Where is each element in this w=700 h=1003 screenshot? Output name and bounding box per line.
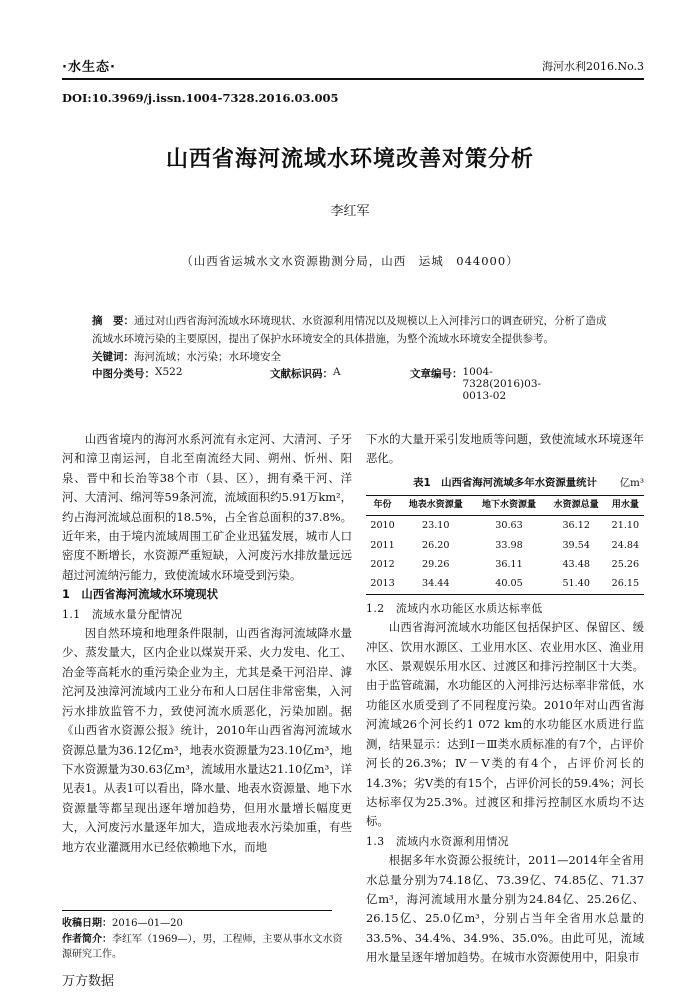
clc-value: X522: [155, 366, 183, 378]
received-value: 2016—01—20: [112, 918, 183, 929]
table-cell: 24.84: [611, 539, 640, 551]
paragraph-1-3: 根据多年水资源公报统计，2011—2014年全省用水总量分别为74.18亿、73.39亿、74.85亿、71.37亿m³，海河流域用水量分别为24.84亿、25.26亿、26.15亿、25.0亿m³，分别占当年全省用水总量的33.5%、34.4%、34.9%、35.0%。由此可见，流域用水量呈逐年增加趋势。在城市水资源使用中，阳泉市: [366, 853, 644, 965]
clc-code: [92, 366, 183, 381]
abstract-label: 摘 要：: [92, 315, 134, 327]
water-resources-table: [366, 495, 644, 595]
table-row: [366, 536, 644, 555]
table-title: 表1 山西省海河流域多年水资源量统计: [413, 476, 597, 489]
article-title: 山西省海河流域水环境改善对策分析: [165, 147, 534, 172]
table-header-row: [366, 495, 644, 515]
table-cell: 40.05: [472, 574, 545, 594]
table-cell: 33.98: [495, 539, 523, 551]
right-column: [366, 430, 644, 968]
received-label: 收稿日期：: [62, 918, 112, 929]
author-bio-label: 作者简介：: [62, 934, 112, 945]
affiliation: （山西省运城水文水资源勘测分局，山西 运城 044000）: [181, 254, 519, 268]
doccode-label: 文献标识码：: [270, 368, 333, 380]
journal-issue: 海河水利2016.No.3: [541, 60, 644, 73]
left-column: [62, 430, 352, 857]
table-cell: 29.26: [422, 559, 450, 571]
table-cell: 2012: [370, 559, 395, 571]
clc-label: 中图分类号：: [92, 368, 155, 380]
article-number: [410, 366, 542, 402]
abstract-block: [92, 312, 612, 366]
keywords-line: [92, 348, 612, 366]
table-cell: 26.20: [422, 539, 450, 551]
paragraph-1-1: 因自然环境和地理条件限制，山西省海河流域降水量少、蒸发量大，区内企业以煤炭开采、火力发电、化工、冶金等高耗水的重污染企业为主，尤其是桑干河沿岸、滹沱河及浊漳河流域内工业分布和人口居住非常密集，入河污水排放监管不力，致使河流水质恶化，污染加剧。据《山西省水资源公报》统计，2010年山西省海河流域水资源总量为36.12亿m³，地表水资源量为23.10亿m³，地下水资源量为30.63亿m³，流域用水量达21.10亿m³，详见表1。从表1可以看出，降水量、地表水资源量、地下水资源量等都呈现出逐年增加趋势，但用水量增长幅度更大，入河废污水量逐年加大，造成地表水污染加重，有些地方农业灌溉用水已经依赖地下水，而地: [62, 626, 352, 854]
table-cell: 36.12: [562, 520, 590, 532]
table-cell: 36.11: [495, 559, 523, 571]
watermark-text: 万方数据: [62, 974, 115, 989]
table-row: [366, 555, 644, 574]
table-cell: 39.54: [562, 539, 590, 551]
table-caption: [366, 473, 644, 493]
section-heading-1: 1 山西省海河流域水环境现状: [62, 587, 219, 602]
abstract-paragraph: [92, 312, 612, 348]
table-header-cell: 年份: [366, 495, 399, 515]
article-no-label: 文章编号：: [410, 368, 463, 380]
table-cell: 2010: [370, 520, 395, 532]
table-cell: 25.26: [611, 559, 640, 571]
table-row: [366, 574, 644, 594]
table-cell: 43.48: [562, 559, 590, 571]
table-cell: 23.10: [422, 520, 450, 532]
document-code: [270, 366, 341, 381]
subsection-heading-1-3: 1.3 流域内水资源利用情况: [366, 834, 509, 848]
section-label: ·水生态·: [62, 60, 116, 75]
table-cell: 2013: [366, 574, 399, 594]
subsection-heading-1-1: 1.1 流域水量分配情况: [62, 607, 183, 621]
paragraph-1-2: 山西省海河流域水功能区包括保护区、保留区、缓冲区、饮用水源区、工业用水区、农业用水区、渔业用水区、景观娱乐用水区、过渡区和排污控制区十大类。由于监管疏漏，水功能区的入河排污达标率非常低，水功能区水质受到了不同程度污染。2010年对山西省海河流域26个河长约1 072 km的水功能区水质进行监测，结果显示：达到Ⅰ－Ⅲ类水质标准的有7个，占评价河长的26.3%；Ⅳ－Ⅴ类的有4个，占评价河长的14.3%；劣Ⅴ类的有15个，占评价河长的59.4%；河长达标率仅为25.3%。过渡区和排污控制区水质均不达标。: [366, 620, 644, 829]
footnote-divider: [62, 910, 332, 911]
doi[interactable]: DOI:10.3969/j.issn.1004-7328.2016.03.005: [62, 91, 339, 105]
table-cell: 30.63: [495, 520, 523, 532]
classification-row: [92, 366, 612, 402]
table-header-cell: 地表水资源量: [399, 495, 472, 515]
author-bio-text: 李红军（1969—），男，工程师，主要从事水文水资源研究工作。: [62, 934, 343, 960]
table-header-cell: 用水量: [607, 495, 644, 515]
author-bio: [62, 932, 352, 962]
abstract-text: 通过对山西省海河流域水环境现状、水资源利用情况以及规模以上入河排污口的调查研究，分析了造成流域水环境污染的主要原因，提出了保护水环境安全的具体措施，为整个流域水环境安全提供参考。: [92, 315, 607, 345]
article-no-value: 1004-7328(2016)03-0013-02: [462, 366, 542, 402]
table-row: [366, 516, 644, 536]
keywords-label: 关键词：: [92, 351, 134, 363]
table-header-cell: 水资源总量: [546, 495, 607, 515]
table-cell: 2011: [370, 539, 395, 551]
author-name: 李红军: [330, 204, 370, 219]
table-cell: 26.15: [607, 574, 644, 594]
paragraph-1-1-continued: 下水的大量开采引发地质等问题，致使流域水环境逐年恶化。: [366, 432, 644, 466]
table-unit: 亿m³: [619, 476, 644, 489]
doccode-value: A: [333, 366, 341, 378]
keywords: 海河流域；水污染；水环境安全: [134, 351, 281, 363]
table-cell: 51.40: [546, 574, 607, 594]
header-divider: [62, 78, 644, 80]
received-date: [62, 916, 352, 931]
table-cell: 21.10: [611, 520, 640, 532]
table-header-cell: 地下水资源量: [472, 495, 545, 515]
subsection-heading-1-2: 1.2 流域内水功能区水质达标率低: [366, 601, 543, 615]
table-cell: 34.44: [399, 574, 472, 594]
intro-paragraph: 山西省境内的海河水系河流有永定河、大清河、子牙河和漳卫南运河，自北至南流经大同、朔州、忻州、阳泉、晋中和长治等38个市（县、区），拥有桑干河、洋河、大清河、绵河等59条河流，流域面积约5.91万km²，约占海河流域总面积的18.5%，占全省总面积的37.8%。近年来，由于境内流域周围工矿企业迅猛发展，城市人口密度不断增长，水资源严重短缺，入河废污水排放量远远超过河流纳污能力，致使流域水环境受到污染。: [62, 432, 352, 582]
